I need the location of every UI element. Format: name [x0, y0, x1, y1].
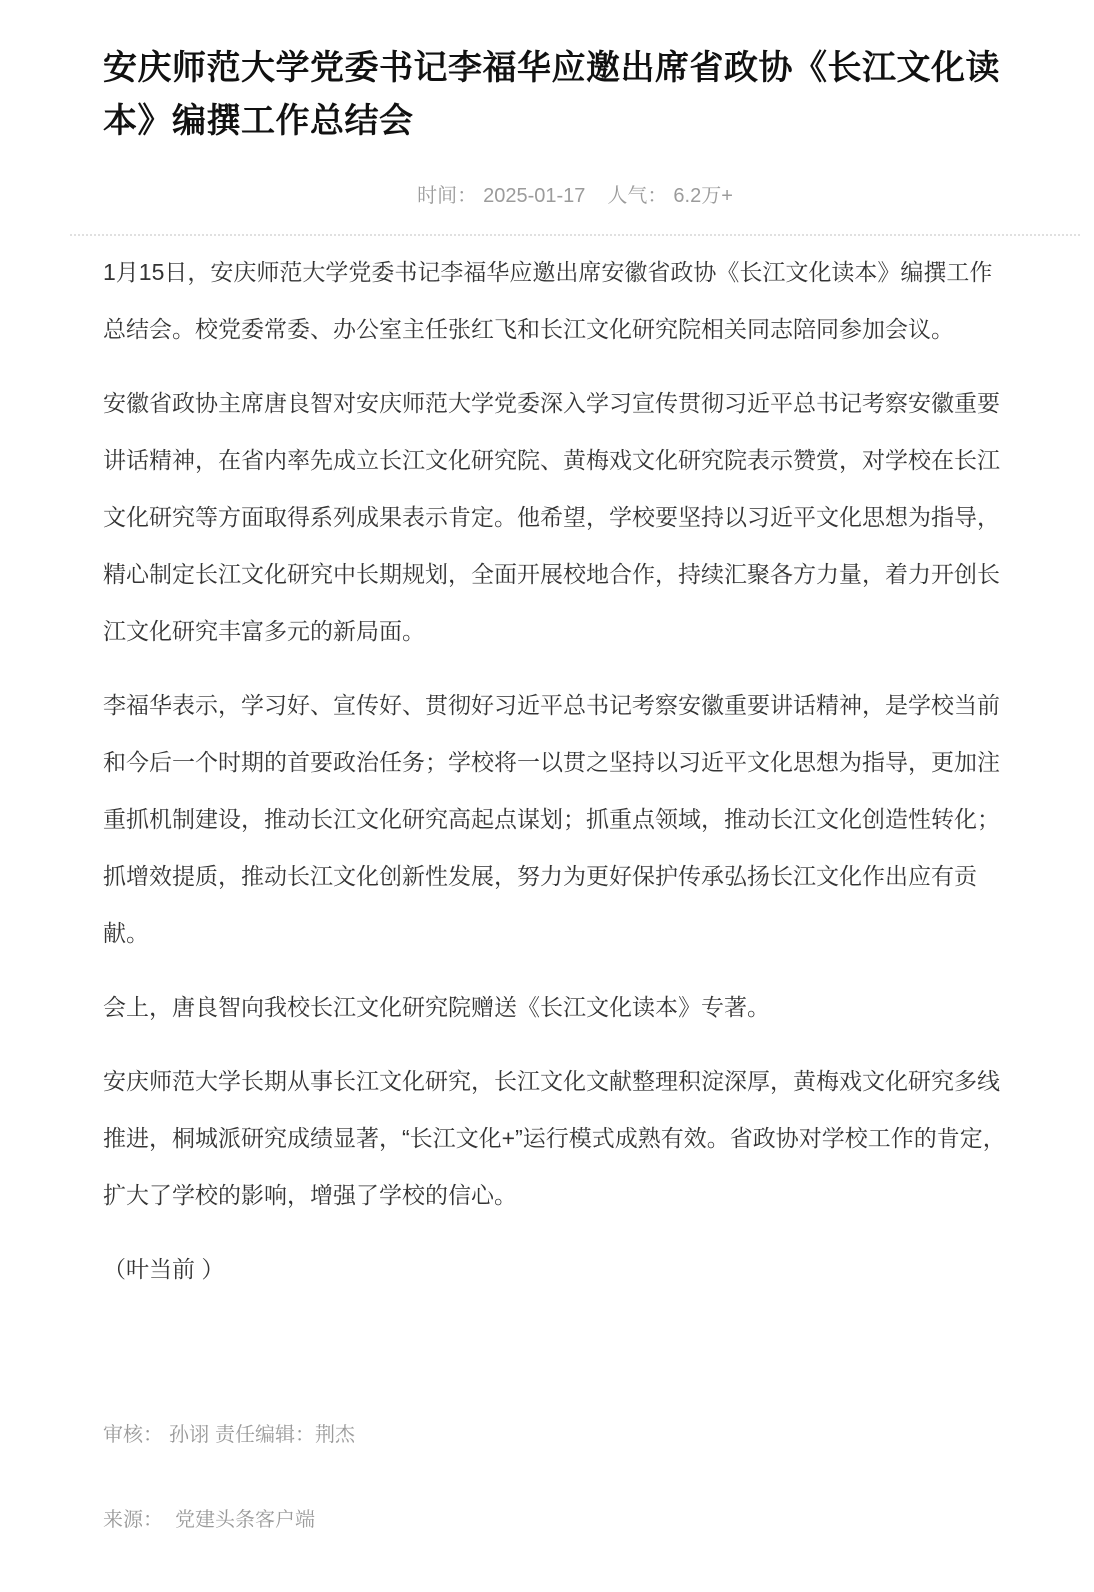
meta-time-value: 2025-01-17 [483, 185, 586, 208]
reviewer-name: 孙诩 [169, 1424, 209, 1447]
meta-views-value: 6.2万+ [673, 185, 733, 208]
editor-name: 荆杰 [315, 1424, 355, 1447]
dotted-divider [70, 234, 1080, 236]
footer-source-line [103, 1503, 1015, 1532]
article-container [70, 42, 1080, 1532]
author-note: （叶当前 ） [103, 1256, 225, 1283]
paragraph: 安庆师范大学长期从事长江文化研究，长江文化文献整理积淀深厚，黄梅戏文化研究多线推进，桐城派研究成绩显著，“长江文化+”运行模式成熟有效。省政协对学校工作的肯定，扩大了学校的影响，增强了学校的信心。 [103, 1068, 1006, 1209]
paragraph: 李福华表示，学习好、宣传好、贯彻好习近平总书记考察安徽重要讲话精神，是学校当前和今后一个时期的首要政治任务；学校将一以贯之坚持以习近平文化思想为指导，更加注重抓机制建设，推动长江文化研究高起点谋划；抓重点领域，推动长江文化创造性转化；抓增效提质，推动长江文化创新性发展，努力为更好保护传承弘扬长江文化作出应有贡献。 [103, 692, 1000, 947]
editor-label: 责任编辑： [215, 1424, 315, 1447]
footer-review-line [103, 1418, 1015, 1447]
source-name: 党建头条客户端 [175, 1509, 315, 1532]
article-meta [70, 179, 1080, 208]
meta-views-label: 人气： [607, 185, 668, 208]
paragraph: 安徽省政协主席唐良智对安庆师范大学党委深入学习宣传贯彻习近平总书记考察安徽重要讲话精神，在省内率先成立长江文化研究院、黄梅戏文化研究院表示赞赏，对学校在长江文化研究等方面取得系列成果表示肯定。他希望，学校要坚持以习近平文化思想为指导，精心制定长江文化研究中长期规划，全面开展校地合作，持续汇聚各方力量，着力开创长江文化研究丰富多元的新局面。 [103, 390, 1000, 645]
article-body [103, 244, 1015, 1298]
source-label: 来源： [103, 1509, 163, 1532]
review-label: 审核： [103, 1424, 163, 1447]
article-footer [103, 1418, 1015, 1532]
paragraph: 会上，唐良智向我校长江文化研究院赠送《长江文化读本》专著。 [103, 994, 770, 1021]
paragraph: 1月15日，安庆师范大学党委书记李福华应邀出席安徽省政协《长江文化读本》编撰工作总结会。校党委常委、办公室主任张红飞和长江文化研究院相关同志陪同参加会议。 [103, 259, 993, 343]
meta-time-label: 时间： [417, 185, 478, 208]
article-title: 安庆师范大学党委书记李福华应邀出席省政协《长江文化读本》编撰工作总结会 [103, 49, 1000, 140]
